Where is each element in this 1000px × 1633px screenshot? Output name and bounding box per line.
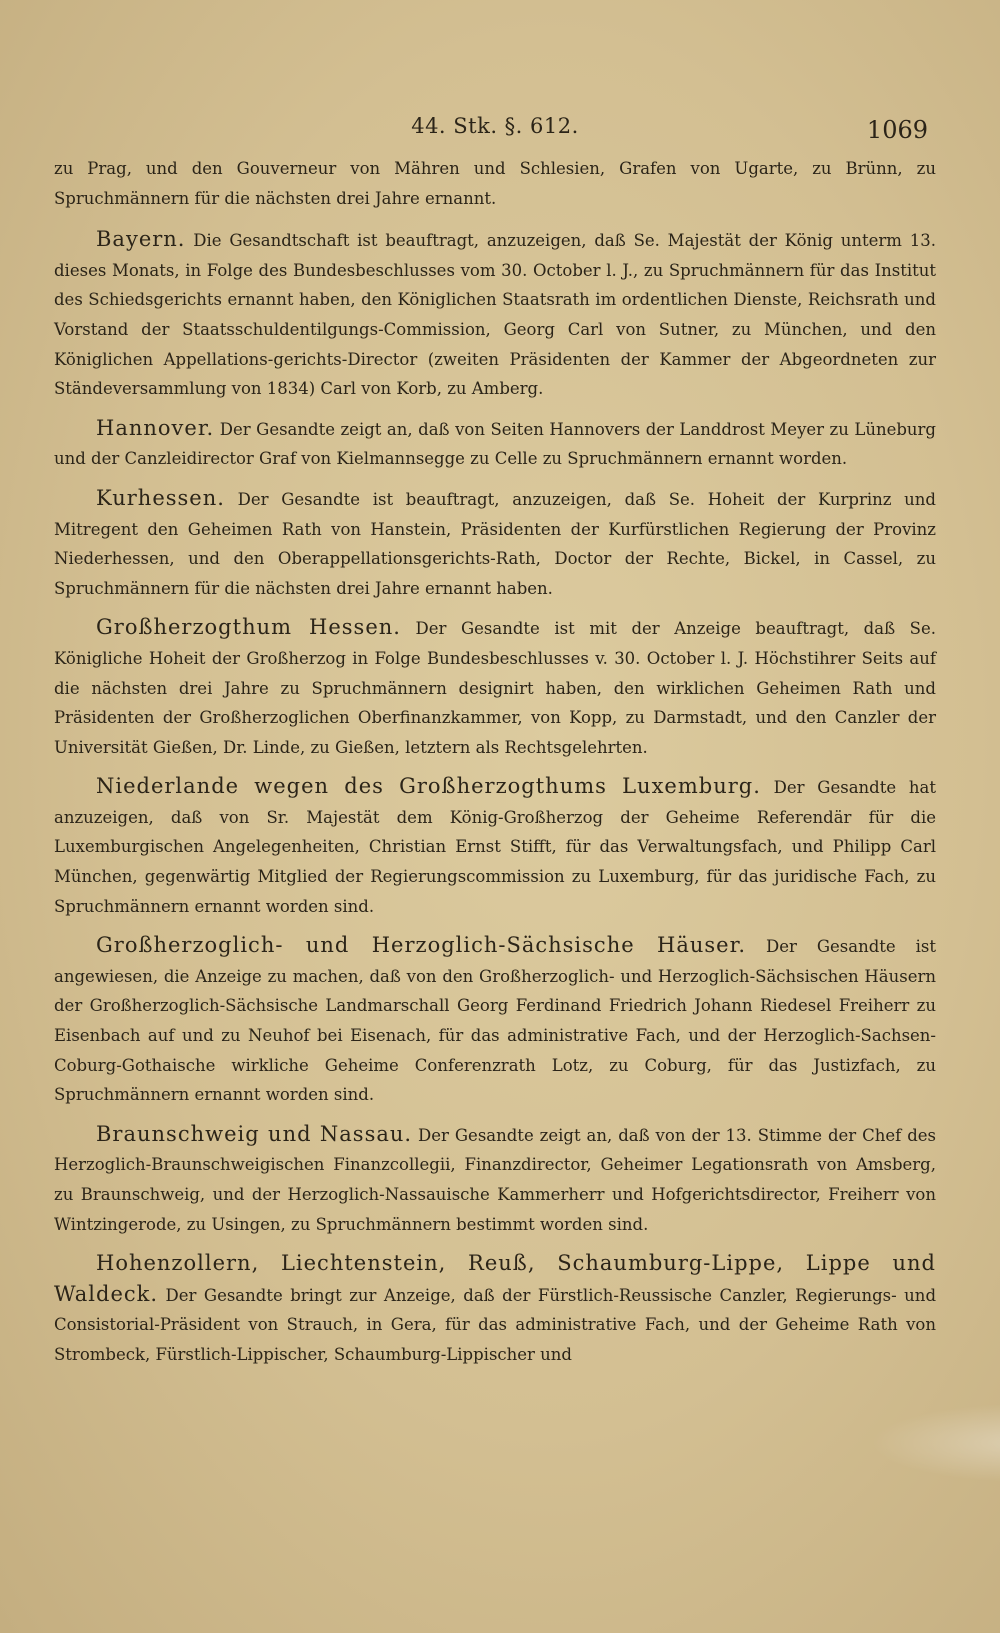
paragraph-kurhessen <box>54 484 936 603</box>
paragraph-hohenzollern <box>54 1249 936 1369</box>
paragraph-text: Der Gesandte bringt zur Anzeige, daß der Fürstlich-Reussische Canzler, Regierungs- und Consistorial-Präsident von Strauch, in Gera, für das administrative Fach, und der Geheime Rath von Strombeck, Fürstlich-Lippischer, Schaumburg-Lippischer und <box>54 1285 936 1364</box>
page-number: 1069 <box>866 116 928 144</box>
paragraph-heading: Hannover. <box>96 415 215 440</box>
page-header <box>54 108 936 148</box>
paragraph-heading: Niederlande wegen des Großherzogthums Luxemburg. <box>96 774 761 799</box>
paragraph-text: Der Gesandte zeigt an, daß von Seiten Hannovers der Landdrost Meyer zu Lüneburg und der Canzleidirector Graf von Kielmannsegge zu Celle zu Spruchmännern ernannt worden. <box>54 419 936 469</box>
paragraph-saechsische-haeuser <box>54 931 936 1110</box>
paragraph-heading: Kurhessen. <box>96 485 225 510</box>
paragraph-text: Die Gesandtschaft ist beauftragt, anzuzeigen, daß Se. Majestät der König unterm 13. dieses Monats, in Folge des Bundesbeschlusses vom 30. October l. J., zu Spruchmännern für das Institut des Schiedsgerichts ernannt haben, den Königlichen Staatsrath im ordentlichen Dienste, Reichsrath und Vorstand der Staatsschuldentilgungs-Commission, Georg Carl von Sutner, zu München, und den Königlichen Appellations-gerichts-Director (zweiten Präsidenten der Kammer der Abgeordneten zur Ständeversammlung von 1834) Carl von Korb, zu Amberg. <box>54 231 936 399</box>
paragraph-text: zu Prag, und den Gouverneur von Mähren und Schlesien, Grafen von Ugarte, zu Brünn, zu Spruchmännern für die nächsten drei Jahre ernannt. <box>54 159 936 208</box>
paragraph-bayern <box>54 225 936 404</box>
paragraph-heading: Großherzogthum Hessen. <box>96 615 401 640</box>
paragraph-niederlande <box>54 772 936 921</box>
paragraph-text: Der Gesandte ist mit der Anzeige beauftragt, daß Se. Königliche Hoheit der Großherzog in Folge Bundesbeschlusses v. 30. October l. J. Höchstihrer Seits auf die nächsten drei Jahre zu Spruchmännern designirt haben, den wirklichen Geheimen Rath und Präsidenten der Großherzoglichen Oberfinanzkammer, von Kopp, zu Darmstadt, und den Canzler der Universität Gießen, Dr. Linde, zu Gießen, letztern als Rechtsgelehrten. <box>54 619 936 757</box>
paragraph-braunschweig-nassau <box>54 1120 936 1239</box>
paragraph-heading: Großherzoglich- und Herzoglich-Sächsische Häuser. <box>96 933 747 958</box>
paragraph-continuation <box>54 154 936 213</box>
paragraph-text: Der Gesandte zeigt an, daß von der 13. Stimme der Chef des Herzoglich-Braunschweigischen Finanzcollegii, Finanzdirector, Geheimer Legationsrath von Amsberg, zu Braunschweig, und der Herzoglich-Nassauische Kammerherr und Hofgerichtsdirector, Freiherr von Wintzingerode, zu Usingen, zu Spruchmännern bestimmt worden sind. <box>54 1125 936 1234</box>
paper-fold-shadow <box>870 1403 1000 1483</box>
paragraph-heading: Hohenzollern, Liechtenstein, Reuß, Schaumburg-Lippe, Lippe und Waldeck. <box>54 1251 936 1306</box>
paragraph-hannover <box>54 414 936 474</box>
section-reference: 44. Stk. §. 612. <box>411 114 579 138</box>
paragraph-heading: Bayern. <box>96 227 186 252</box>
body-text <box>54 154 936 1370</box>
paragraph-hessen <box>54 613 936 762</box>
paragraph-heading: Braunschweig und Nassau. <box>96 1121 413 1146</box>
paragraph-text: Der Gesandte ist beauftragt, anzuzeigen, daß Se. Hoheit der Kurprinz und Mitregent den Geheimen Rath von Hanstein, Präsidenten der Kurfürstlichen Regierung der Provinz Niederhessen, und den Oberappellationsgerichts-Rath, Doctor der Rechte, Bickel, in Cassel, zu Spruchmännern für die nächsten drei Jahre ernannt haben. <box>54 489 936 598</box>
paragraph-text: Der Gesandte ist angewiesen, die Anzeige zu machen, daß von den Großherzoglich- und Herzoglich-Sächsischen Häusern der Großherzoglich-Sächsische Landmarschall Georg Ferdinand Friedrich Johann Riedesel Freiherr zu Eisenbach auf und zu Neuhof bei Eisenach, für das administrative Fach, und der Herzoglich-Sachsen-Coburg-Gothaische wirkliche Geheime Conferenzrath Lotz, zu Coburg, für das Justizfach, zu Spruchmännern ernannt worden sind. <box>54 937 936 1105</box>
paragraph-text: Der Gesandte hat anzuzeigen, daß von Sr. Majestät dem König-Großherzog der Geheime Referendär für die Luxemburgischen Angelegenheiten, Christian Ernst Stifft, für das Verwaltungsfach, und Philipp Carl München, gegenwärtig Mitglied der Regierungscommission zu Luxemburg, für das juridische Fach, zu Spruchmännern ernannt worden sind. <box>54 778 937 916</box>
